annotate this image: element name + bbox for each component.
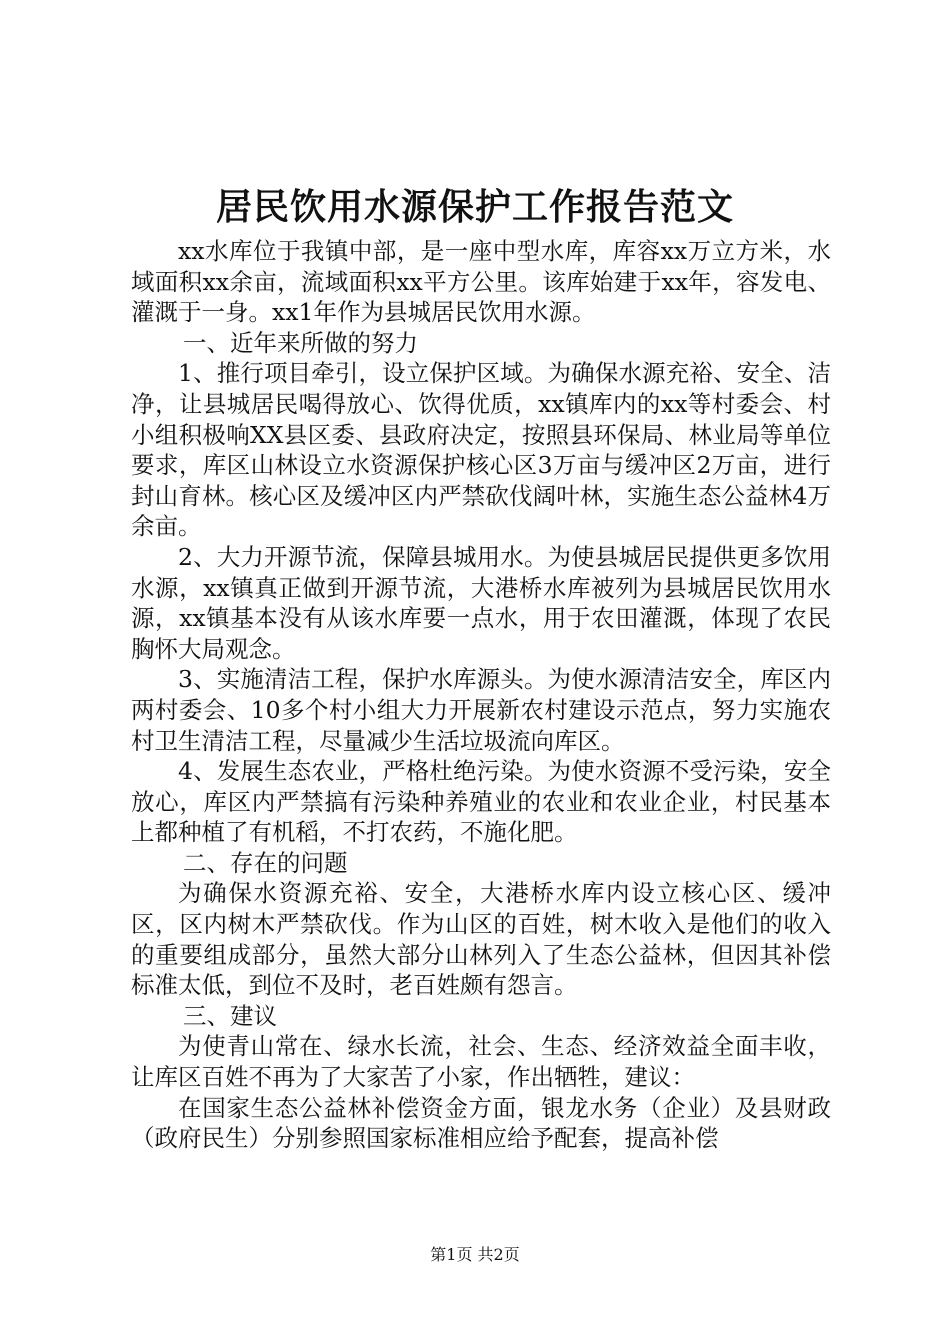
paragraph-item-3: 3、实施清洁工程，保护水库源头。为使水源清洁安全，库区内两村委会、10多个村小组大力开展新农村建设示范点，努力实施农村卫生清洁工程，尽量减少生活垃圾流向库区。 xyxy=(131,665,831,755)
section-heading-efforts: 一、近年来所做的努力 xyxy=(183,328,418,357)
paragraph-item-1: 1、推行项目牵引，设立保护区域。为确保水源充裕、安全、洁净，让县城居民喝得放心、饮得优质，xx镇库内的xx等村委会、村小组积极响XX县区委、县政府决定，按照县环保局、林业局等单位要求，库区山林设立水资源保护核心区3万亩与缓冲区2万亩，进行封山育林。核心区及缓冲区内严禁砍伐阔叶林，实施生态公益林4万余亩。 xyxy=(131,359,831,541)
paragraph-item-2: 2、大力开源节流，保障县城用水。为使县城居民提供更多饮用水源，xx镇真正做到开源节流，大港桥水库被列为县城居民饮用水源，xx镇基本没有从该水库要一点水，用于农田灌溉，体现了农民胸怀大局观念。 xyxy=(131,542,831,663)
paragraph-item-4: 4、发展生态农业，严格杜绝污染。为使水资源不受污染，安全放心，库区内严禁搞有污染种养殖业的农业和农业企业，村民基本上都种植了有机稻，不打农药，不施化肥。 xyxy=(131,757,831,847)
paragraph-suggestion-compensation: 在国家生态公益林补偿资金方面，银龙水务（企业）及县财政（政府民生）分别参照国家标准相应给予配套，提高补偿 xyxy=(131,1093,831,1153)
document-body xyxy=(131,236,831,1154)
paragraph-problems: 为确保水资源充裕、安全，大港桥水库内设立核心区、缓冲区，区内树木严禁砍伐。作为山区的百姓，树木收入是他们的收入的重要组成部分，虽然大部分山林列入了生态公益林，但因其补偿标准太低，到位不及时，老百姓颇有怨言。 xyxy=(131,879,831,1000)
document-title: 居民饮用水源保护工作报告范文 xyxy=(215,186,734,228)
paragraph-suggestion-intro: 为使青山常在、绿水长流，社会、生态、经济效益全面丰收，让库区百姓不再为了大家苦了小家，作出牺牲，建议： xyxy=(131,1032,831,1092)
page-footer: 第1页 共2页 xyxy=(430,1245,520,1264)
section-heading-suggestions: 三、建议 xyxy=(183,1001,277,1030)
paragraph-intro: xx水库位于我镇中部，是一座中型水库，库容xx万立方米，水域面积xx余亩，流域面积xx平方公里。该库始建于xx年，容发电、灌溉于一身。xx1年作为县城居民饮用水源。 xyxy=(131,237,831,327)
section-heading-problems: 二、存在的问题 xyxy=(183,848,348,877)
